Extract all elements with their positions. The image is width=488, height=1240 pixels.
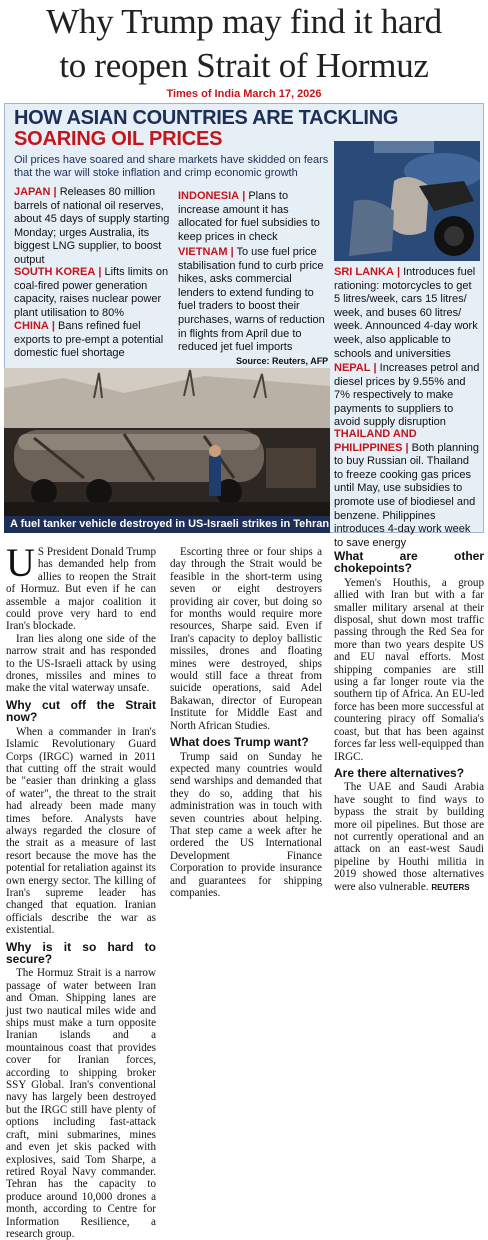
country-name-south-korea: SOUTH KOREA [14, 266, 96, 278]
motorcycle-fuel-photo [334, 141, 480, 261]
country-text-japan: Releases 80 million barrels of national oil reserves, about 45 days of supply starting Monday; urges Australia, its biggest LNG supplier, to boost output [14, 186, 170, 266]
infobox-intro: Oil prices have soared and share markets have skidded on fears that the war will stoke inflation and crimp economic growth [14, 154, 329, 179]
source-date: Times of India March 17, 2026 [166, 88, 322, 100]
photo-caption: A fuel tanker vehicle destroyed in US-Israeli strikes in Tehran [4, 516, 330, 533]
country-text-nepal: Increases petrol and diesel prices by 9.55% and 7% respectively to make payments to suppliers to avoid supply disruption [334, 362, 480, 429]
article-paragraph: When a commander in Iran's Islamic Revolutionary Guard Corps (IRGC) warned in 2011 that cutting off the strait would be "easier than drinking a glass of water", the threat to the strait had already been made many times before. Analysts have always regarded the closure of the strait as a measure of last resort because the move has the potential for retaliation against its own energy sector. The killing of Iran's supreme leader has changed that equation. Iranian officials describe the war as existential. [6, 725, 156, 937]
infobox-title-line-1: HOW ASIAN COUNTRIES ARE TACKLING [14, 107, 399, 129]
destroyed-tanker-photo [4, 368, 330, 516]
country-entry-south-korea [14, 266, 174, 320]
article-column-1 [6, 540, 156, 1240]
country-separator: | [53, 186, 57, 198]
country-separator: | [242, 190, 246, 202]
headline-line-2: to reopen Strait of Hormuz [59, 46, 429, 85]
country-text-china: Bans refined fuel exports to pre-empt a potential domestic fuel shortage [14, 320, 164, 360]
country-text-thailand-philippines: Both planning to buy Russian oil. Thailand to freeze cooking gas prices until May, use subsidies to promote use of biodiesel and benzene. Philippines introduces 4-day work week to save energy [334, 441, 479, 549]
section-heading: Are there alternatives? [334, 765, 465, 780]
country-entry-sri-lanka [334, 266, 480, 361]
country-text-south-korea: Lifts limits on coal-fired power generation capacity, raises nuclear power plant utilisation to 80% [14, 266, 169, 319]
country-name-china: CHINA [14, 320, 49, 332]
paragraph-text: The UAE and Saudi Arabia have sought to find ways to bypass the strait by building more oil pipelines. But those are not currently operational and an attack on an east-west Saudi pipeline by Houthi militia in 2019 showed those alternatives were also vulnerable. [334, 781, 484, 893]
country-name-sri-lanka: SRI LANKA [334, 266, 394, 278]
country-entry-vietnam [178, 246, 328, 355]
country-name-nepal: NEPAL [334, 362, 371, 374]
headline-line-1: Why Trump may find it hard [46, 2, 442, 41]
article-paragraph: Yemen's Houthis, a group allied with Iran but with a far smaller military arsenal at their disposal, shut down most traffic passing through the Red Sea for more than two years despite US and EU naval efforts. Most shipping companies are still using a far longer route via the southern tip of Africa. An EU-led force has been more successful at countering piracy off Somalia's coast, but that has been against forces far less well-equipped than IRGC. [334, 576, 484, 763]
country-separator: | [51, 320, 55, 332]
country-entry-japan [14, 186, 174, 268]
article-paragraph: Iran lies along one side of the narrow strait and has responded to the US-Israeli attack by using drones, missiles and mines to make the vital waterway unsafe. [6, 632, 156, 695]
paragraph-text: S President Donald Trump has demanded help from allies to reopen the Strait of Hormuz. But even if he can assemble a major coalition it could prove very hard to end Iran's blockade. [6, 546, 156, 633]
infobox-source-credit: Source: Reuters, AFP [236, 356, 329, 366]
country-entry-china [14, 320, 174, 361]
country-name-thailand-philippines: THAILAND AND PHILIPPINES [334, 428, 417, 454]
section-heading: What does Trump want? [170, 735, 309, 750]
section-heading: Why cut off the Strait now? [6, 697, 156, 725]
country-separator: | [98, 266, 102, 278]
article-paragraph: The Hormuz Strait is a narrow passage of water between Iran and Oman. Shipping lanes are just two nautical miles wide and ships must make a turn opposite Iranian islands and a mountainous coast that provides cover for Iranian forces, according to shipping broker SSY Global. Iran's conventional navy has largely been destroyed but the IRGC still have plenty of options including fast-attack craft, mini submarines, mines and even jet skis packed with explosives, said Tom Sharpe, a retired Royal Navy commander. Tehran has the capacity to produce around 10,000 drones a month, according to Centre for Information Resilience, a research group. [6, 967, 156, 1240]
country-separator: | [373, 362, 377, 374]
country-entry-nepal [334, 362, 480, 430]
headline [0, 0, 488, 88]
country-text-indonesia: Plans to increase amount it has allocated for fuel subsidies to keep prices in check [178, 190, 320, 243]
country-text-vietnam: To use fuel price stabilisation fund to curb price hikes, asks commercial lenders to extend funding to fuel traders to boost their purchases, warns of reduction in flights from April due to reduced jet fuel imports [178, 246, 325, 354]
article-paragraph: Escorting three or four ships a day through the Strait would be feasible in the short-term using seven or eight destroyers providing air cover, but doing so for months would require more resources, Sharpe said. Even if Iran's capacity to deploy ballistic missiles, drones and floating mines were destroyed, ships would still face a threat from suicide operations, said Adel Bakawan, director of European Institute for Middle East and North African Studies. [170, 546, 322, 732]
country-separator: | [396, 266, 401, 278]
article-column-3 [334, 546, 484, 894]
infobox-title-line-2: SOARING OIL PRICES [14, 128, 223, 150]
article-paragraph: Trump said on Sunday he expected many countries would send warships and demanded that they do so, adding that his administration was in touch with seven countries about helping. That step came a week after he ordered the US International Development Finance Corporation to provide insurance and guarantees for shipping companies. [170, 750, 322, 899]
country-text-sri-lanka: Introduces fuel rationing: motorcycles to get 5 litres/week, cars 15 litres/ week, and buses 60 litres/ week. Announced 4-day work week, also applicable to schools and universities [334, 266, 478, 360]
article-column-2 [170, 546, 322, 899]
country-entry-thailand-philippines [334, 428, 480, 550]
country-entry-indonesia [178, 190, 328, 244]
section-heading: Why is it so hard to secure? [6, 939, 156, 966]
country-name-indonesia: INDONESIA [178, 190, 240, 202]
drop-cap: U [6, 540, 35, 585]
country-separator: | [230, 246, 234, 258]
byline: REUTERS [431, 882, 470, 892]
article-paragraph [334, 781, 484, 894]
article-paragraph [6, 540, 156, 633]
country-name-japan: JAPAN [14, 186, 51, 198]
section-heading: What are other chokepoints? [334, 549, 484, 576]
country-separator: | [405, 441, 409, 454]
country-name-vietnam: VIETNAM [178, 246, 228, 258]
